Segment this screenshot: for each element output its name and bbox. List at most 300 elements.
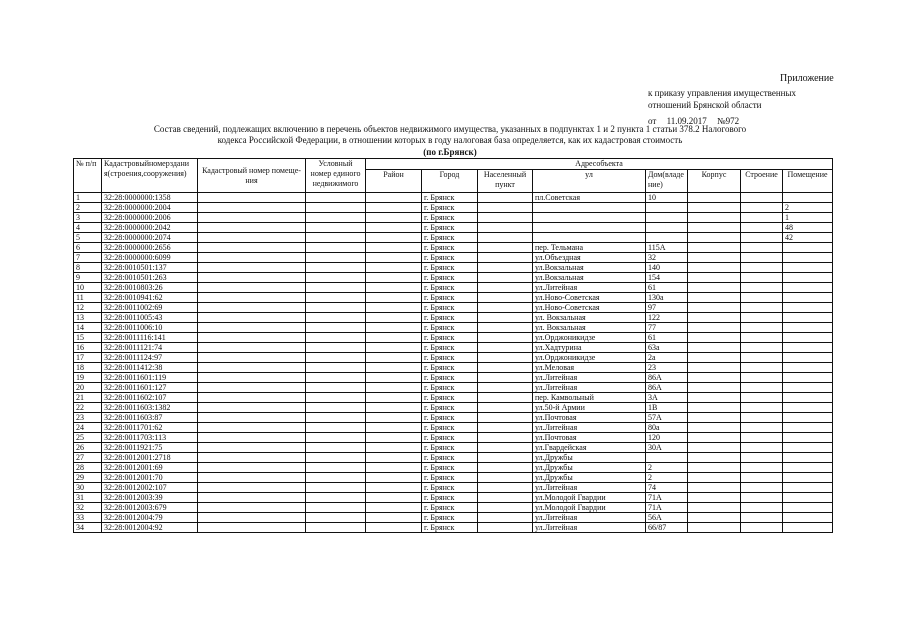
- district-cell: [366, 513, 422, 523]
- street-cell: ул.Гвардейская: [533, 443, 646, 453]
- premises-cadastral-cell: [198, 433, 306, 443]
- conditional-number-cell: [306, 273, 366, 283]
- row-number: 8: [74, 263, 102, 273]
- cadastral-number: 32:28:0012004:79: [102, 513, 198, 523]
- city-cell: г. Брянск: [422, 203, 478, 213]
- district-cell: [366, 453, 422, 463]
- city-cell: г. Брянск: [422, 463, 478, 473]
- row-number: 6: [74, 243, 102, 253]
- appendix-label: Приложение: [780, 73, 834, 84]
- city-cell: г. Брянск: [422, 293, 478, 303]
- district-cell: [366, 463, 422, 473]
- room-cell: [783, 383, 833, 393]
- row-number: 22: [74, 403, 102, 413]
- city-cell: г. Брянск: [422, 193, 478, 203]
- conditional-number-cell: [306, 453, 366, 463]
- street-cell: ул.Дружбы: [533, 453, 646, 463]
- city-cell: г. Брянск: [422, 273, 478, 283]
- conditional-number-cell: [306, 303, 366, 313]
- row-number: 21: [74, 393, 102, 403]
- city-cell: г. Брянск: [422, 393, 478, 403]
- table-row: [74, 323, 833, 333]
- korpus-cell: [688, 253, 741, 263]
- conditional-number-cell: [306, 513, 366, 523]
- stroenie-cell: [741, 523, 783, 533]
- city-cell: г. Брянск: [422, 483, 478, 493]
- cadastral-number: 32:28:0010803:26: [102, 283, 198, 293]
- settlement-cell: [478, 383, 533, 393]
- settlement-cell: [478, 333, 533, 343]
- district-cell: [366, 423, 422, 433]
- order-line-1: к приказу управления имущественных: [648, 88, 797, 98]
- korpus-cell: [688, 263, 741, 273]
- district-cell: [366, 253, 422, 263]
- row-number: 27: [74, 453, 102, 463]
- conditional-number-cell: [306, 523, 366, 533]
- table-row: [74, 223, 833, 233]
- room-cell: [783, 333, 833, 343]
- header-conditional-number: Условный номер единого недвижимого: [306, 159, 366, 193]
- korpus-cell: [688, 223, 741, 233]
- header-settlement: Населенный пункт: [478, 170, 533, 193]
- table-row: [74, 363, 833, 373]
- stroenie-cell: [741, 243, 783, 253]
- city-cell: г. Брянск: [422, 243, 478, 253]
- cadastral-number: 32:28:0011412:38: [102, 363, 198, 373]
- conditional-number-cell: [306, 323, 366, 333]
- district-cell: [366, 493, 422, 503]
- room-cell: [783, 463, 833, 473]
- cadastral-number: 32:28:0012004:92: [102, 523, 198, 533]
- street-cell: [533, 203, 646, 213]
- row-number: 17: [74, 353, 102, 363]
- house-cell: 63а: [646, 343, 688, 353]
- premises-cadastral-cell: [198, 423, 306, 433]
- street-cell: ул.Литейная: [533, 423, 646, 433]
- room-cell: 42: [783, 233, 833, 243]
- table-row: [74, 393, 833, 403]
- conditional-number-cell: [306, 343, 366, 353]
- cadastral-number: 32:28:0011603:1382: [102, 403, 198, 413]
- korpus-cell: [688, 523, 741, 533]
- street-cell: ул.Объездная: [533, 253, 646, 263]
- korpus-cell: [688, 383, 741, 393]
- stroenie-cell: [741, 303, 783, 313]
- city-cell: г. Брянск: [422, 363, 478, 373]
- cadastral-number: 32:28:0011701:62: [102, 423, 198, 433]
- district-cell: [366, 283, 422, 293]
- district-cell: [366, 263, 422, 273]
- row-number: 12: [74, 303, 102, 313]
- settlement-cell: [478, 203, 533, 213]
- city-cell: г. Брянск: [422, 323, 478, 333]
- title-line-2: кодекса Российской Федерации, в отношении которых в году налоговая база определяется, как их кадастровая стоимость: [217, 135, 683, 145]
- room-cell: [783, 453, 833, 463]
- table-row: [74, 423, 833, 433]
- row-number: 29: [74, 473, 102, 483]
- room-cell: [783, 433, 833, 443]
- order-line-2: отношений Брянской области: [648, 100, 762, 110]
- table-row: [74, 413, 833, 423]
- city-cell: г. Брянск: [422, 303, 478, 313]
- room-cell: [783, 273, 833, 283]
- row-number: 32: [74, 503, 102, 513]
- premises-cadastral-cell: [198, 213, 306, 223]
- house-cell: 61: [646, 333, 688, 343]
- house-cell: 86А: [646, 383, 688, 393]
- premises-cadastral-cell: [198, 263, 306, 273]
- room-cell: [783, 493, 833, 503]
- premises-cadastral-cell: [198, 353, 306, 363]
- row-number: 15: [74, 333, 102, 343]
- house-cell: [646, 233, 688, 243]
- city-cell: г. Брянск: [422, 513, 478, 523]
- header-stroenie: Строение: [741, 170, 783, 193]
- city-cell: г. Брянск: [422, 403, 478, 413]
- settlement-cell: [478, 293, 533, 303]
- house-cell: 122: [646, 313, 688, 323]
- header-district: Район: [366, 170, 422, 193]
- stroenie-cell: [741, 313, 783, 323]
- table-row: [74, 513, 833, 523]
- cadastral-number: 32:28:0012003:39: [102, 493, 198, 503]
- stroenie-cell: [741, 483, 783, 493]
- district-cell: [366, 433, 422, 443]
- premises-cadastral-cell: [198, 273, 306, 283]
- row-number: 3: [74, 213, 102, 223]
- premises-cadastral-cell: [198, 483, 306, 493]
- stroenie-cell: [741, 423, 783, 433]
- stroenie-cell: [741, 343, 783, 353]
- settlement-cell: [478, 513, 533, 523]
- cadastral-number: 32:28:0000000:2006: [102, 213, 198, 223]
- stroenie-cell: [741, 373, 783, 383]
- korpus-cell: [688, 403, 741, 413]
- cadastral-number: 32:28:0000000:2074: [102, 233, 198, 243]
- korpus-cell: [688, 513, 741, 523]
- room-cell: [783, 283, 833, 293]
- city-cell: г. Брянск: [422, 213, 478, 223]
- cadastral-number: 32:28:0000000:1358: [102, 193, 198, 203]
- room-cell: [783, 363, 833, 373]
- korpus-cell: [688, 343, 741, 353]
- house-cell: 1В: [646, 403, 688, 413]
- korpus-cell: [688, 243, 741, 253]
- row-number: 31: [74, 493, 102, 503]
- street-cell: ул.Меловая: [533, 363, 646, 373]
- house-cell: 2: [646, 463, 688, 473]
- conditional-number-cell: [306, 403, 366, 413]
- settlement-cell: [478, 463, 533, 473]
- table-row: [74, 333, 833, 343]
- korpus-cell: [688, 463, 741, 473]
- row-number: 13: [74, 313, 102, 323]
- district-cell: [366, 313, 422, 323]
- premises-cadastral-cell: [198, 253, 306, 263]
- korpus-cell: [688, 413, 741, 423]
- row-number: 26: [74, 443, 102, 453]
- cadastral-number: 32:28:0011601:127: [102, 383, 198, 393]
- korpus-cell: [688, 393, 741, 403]
- district-cell: [366, 233, 422, 243]
- house-cell: 77: [646, 323, 688, 333]
- street-cell: ул.Литейная: [533, 483, 646, 493]
- row-number: 20: [74, 383, 102, 393]
- room-cell: [783, 263, 833, 273]
- korpus-cell: [688, 483, 741, 493]
- row-number: 2: [74, 203, 102, 213]
- premises-cadastral-cell: [198, 323, 306, 333]
- stroenie-cell: [741, 333, 783, 343]
- house-cell: 61: [646, 283, 688, 293]
- premises-cadastral-cell: [198, 383, 306, 393]
- stroenie-cell: [741, 283, 783, 293]
- stroenie-cell: [741, 273, 783, 283]
- street-cell: пер. Тельмана: [533, 243, 646, 253]
- settlement-cell: [478, 313, 533, 323]
- table-row: [74, 303, 833, 313]
- korpus-cell: [688, 503, 741, 513]
- cadastral-number: 32:28:0011121:74: [102, 343, 198, 353]
- settlement-cell: [478, 223, 533, 233]
- row-number: 25: [74, 433, 102, 443]
- table-row: [74, 403, 833, 413]
- city-cell: г. Брянск: [422, 283, 478, 293]
- property-table: [73, 158, 833, 533]
- city-cell: г. Брянск: [422, 523, 478, 533]
- settlement-cell: [478, 213, 533, 223]
- cadastral-number: 32:28:0011703:113: [102, 433, 198, 443]
- district-cell: [366, 303, 422, 313]
- korpus-cell: [688, 333, 741, 343]
- korpus-cell: [688, 323, 741, 333]
- premises-cadastral-cell: [198, 473, 306, 483]
- conditional-number-cell: [306, 203, 366, 213]
- settlement-cell: [478, 483, 533, 493]
- premises-cadastral-cell: [198, 313, 306, 323]
- room-cell: [783, 443, 833, 453]
- korpus-cell: [688, 453, 741, 463]
- cadastral-number: 32:28:0012002:107: [102, 483, 198, 493]
- house-cell: 71А: [646, 493, 688, 503]
- room-cell: [783, 293, 833, 303]
- house-cell: 10: [646, 193, 688, 203]
- date-prefix: от: [648, 116, 657, 126]
- cadastral-number: 32:28:0012001:2718: [102, 453, 198, 463]
- settlement-cell: [478, 263, 533, 273]
- header-address: Адресобъекта: [366, 159, 833, 170]
- conditional-number-cell: [306, 473, 366, 483]
- korpus-cell: [688, 433, 741, 443]
- conditional-number-cell: [306, 213, 366, 223]
- cadastral-number: 32:28:0011603:87: [102, 413, 198, 423]
- street-cell: ул.Молодой Гвардии: [533, 503, 646, 513]
- settlement-cell: [478, 273, 533, 283]
- premises-cadastral-cell: [198, 233, 306, 243]
- district-cell: [366, 353, 422, 363]
- conditional-number-cell: [306, 333, 366, 343]
- table-row: [74, 313, 833, 323]
- stroenie-cell: [741, 223, 783, 233]
- room-cell: [783, 193, 833, 203]
- street-cell: ул.Почтовая: [533, 433, 646, 443]
- city-cell: г. Брянск: [422, 423, 478, 433]
- conditional-number-cell: [306, 413, 366, 423]
- premises-cadastral-cell: [198, 243, 306, 253]
- header-street: ул: [533, 170, 646, 193]
- city-cell: г. Брянск: [422, 453, 478, 463]
- row-number: 9: [74, 273, 102, 283]
- settlement-cell: [478, 393, 533, 403]
- city-cell: г. Брянск: [422, 313, 478, 323]
- conditional-number-cell: [306, 233, 366, 243]
- city-cell: г. Брянск: [422, 233, 478, 243]
- street-cell: ул.Почтовая: [533, 413, 646, 423]
- row-number: 7: [74, 253, 102, 263]
- city-cell: г. Брянск: [422, 373, 478, 383]
- conditional-number-cell: [306, 353, 366, 363]
- row-number: 1: [74, 193, 102, 203]
- settlement-cell: [478, 423, 533, 433]
- settlement-cell: [478, 453, 533, 463]
- order-date: 11.09.2017: [666, 116, 707, 126]
- stroenie-cell: [741, 433, 783, 443]
- district-cell: [366, 363, 422, 373]
- table-row: [74, 453, 833, 463]
- cadastral-number: 32:28:0011601:119: [102, 373, 198, 383]
- korpus-cell: [688, 293, 741, 303]
- conditional-number-cell: [306, 483, 366, 493]
- korpus-cell: [688, 283, 741, 293]
- district-cell: [366, 443, 422, 453]
- stroenie-cell: [741, 253, 783, 263]
- settlement-cell: [478, 233, 533, 243]
- stroenie-cell: [741, 453, 783, 463]
- room-cell: [783, 303, 833, 313]
- street-cell: ул.50-й Армии: [533, 403, 646, 413]
- settlement-cell: [478, 323, 533, 333]
- district-cell: [366, 203, 422, 213]
- stroenie-cell: [741, 513, 783, 523]
- street-cell: ул.Литейная: [533, 283, 646, 293]
- district-cell: [366, 323, 422, 333]
- korpus-cell: [688, 203, 741, 213]
- street-cell: ул.Хадтурина: [533, 343, 646, 353]
- table-row: [74, 463, 833, 473]
- conditional-number-cell: [306, 293, 366, 303]
- premises-cadastral-cell: [198, 333, 306, 343]
- stroenie-cell: [741, 413, 783, 423]
- district-cell: [366, 503, 422, 513]
- settlement-cell: [478, 413, 533, 423]
- city-cell: г. Брянск: [422, 443, 478, 453]
- house-cell: 3А: [646, 393, 688, 403]
- house-cell: 86А: [646, 373, 688, 383]
- street-cell: пер. Камвольный: [533, 393, 646, 403]
- room-cell: [783, 413, 833, 423]
- city-cell: г. Брянск: [422, 413, 478, 423]
- table-row: [74, 213, 833, 223]
- cadastral-number: 32:28:0012001:69: [102, 463, 198, 473]
- korpus-cell: [688, 193, 741, 203]
- premises-cadastral-cell: [198, 413, 306, 423]
- stroenie-cell: [741, 233, 783, 243]
- cadastral-number: 32:28:0011602:107: [102, 393, 198, 403]
- row-number: 19: [74, 373, 102, 383]
- row-number: 14: [74, 323, 102, 333]
- cadastral-number: 32:28:0011006:10: [102, 323, 198, 333]
- cadastral-number: 32:28:0012003:679: [102, 503, 198, 513]
- cadastral-number: 32:28:0000000:2656: [102, 243, 198, 253]
- cadastral-number: 32:28:0010501:137: [102, 263, 198, 273]
- room-cell: [783, 503, 833, 513]
- room-cell: [783, 483, 833, 493]
- settlement-cell: [478, 433, 533, 443]
- house-cell: 80а: [646, 423, 688, 433]
- house-cell: [646, 453, 688, 463]
- premises-cadastral-cell: [198, 193, 306, 203]
- conditional-number-cell: [306, 223, 366, 233]
- stroenie-cell: [741, 363, 783, 373]
- cadastral-number: 32:28:0011002:69: [102, 303, 198, 313]
- cadastral-number: 32:28:0000000:6099: [102, 253, 198, 263]
- cadastral-number: 32:28:0012001:70: [102, 473, 198, 483]
- conditional-number-cell: [306, 493, 366, 503]
- cadastral-number: 32:28:0010501:263: [102, 273, 198, 283]
- header-cadastral-premises: Кадастровый номер помеще-ния: [198, 159, 306, 193]
- settlement-cell: [478, 503, 533, 513]
- settlement-cell: [478, 243, 533, 253]
- street-cell: ул.Литейная: [533, 373, 646, 383]
- room-cell: [783, 373, 833, 383]
- room-cell: [783, 403, 833, 413]
- house-cell: 2а: [646, 353, 688, 363]
- street-cell: ул.Дружбы: [533, 473, 646, 483]
- premises-cadastral-cell: [198, 513, 306, 523]
- street-cell: ул.Вокзальная: [533, 263, 646, 273]
- premises-cadastral-cell: [198, 403, 306, 413]
- conditional-number-cell: [306, 423, 366, 433]
- district-cell: [366, 343, 422, 353]
- conditional-number-cell: [306, 283, 366, 293]
- house-cell: 154: [646, 273, 688, 283]
- title-line-1: Состав сведений, подлежащих включению в перечень объектов недвижимого имущества, указанных в подпунктах 1 и 2 пункта 1 статьи 378.2 Налогового: [153, 124, 747, 134]
- house-cell: 56А: [646, 513, 688, 523]
- house-cell: 120: [646, 433, 688, 443]
- row-number: 24: [74, 423, 102, 433]
- street-cell: ул. Вокзальная: [533, 313, 646, 323]
- header-korpus: Корпус: [688, 170, 741, 193]
- table-row: [74, 343, 833, 353]
- city-cell: г. Брянск: [422, 383, 478, 393]
- district-cell: [366, 223, 422, 233]
- conditional-number-cell: [306, 243, 366, 253]
- district-cell: [366, 243, 422, 253]
- house-cell: 130а: [646, 293, 688, 303]
- conditional-number-cell: [306, 253, 366, 263]
- row-number: 23: [74, 413, 102, 423]
- settlement-cell: [478, 283, 533, 293]
- cadastral-number: 32:28:0011005:43: [102, 313, 198, 323]
- premises-cadastral-cell: [198, 293, 306, 303]
- district-cell: [366, 293, 422, 303]
- table-row: [74, 193, 833, 203]
- district-cell: [366, 373, 422, 383]
- premises-cadastral-cell: [198, 203, 306, 213]
- korpus-cell: [688, 313, 741, 323]
- district-cell: [366, 383, 422, 393]
- settlement-cell: [478, 303, 533, 313]
